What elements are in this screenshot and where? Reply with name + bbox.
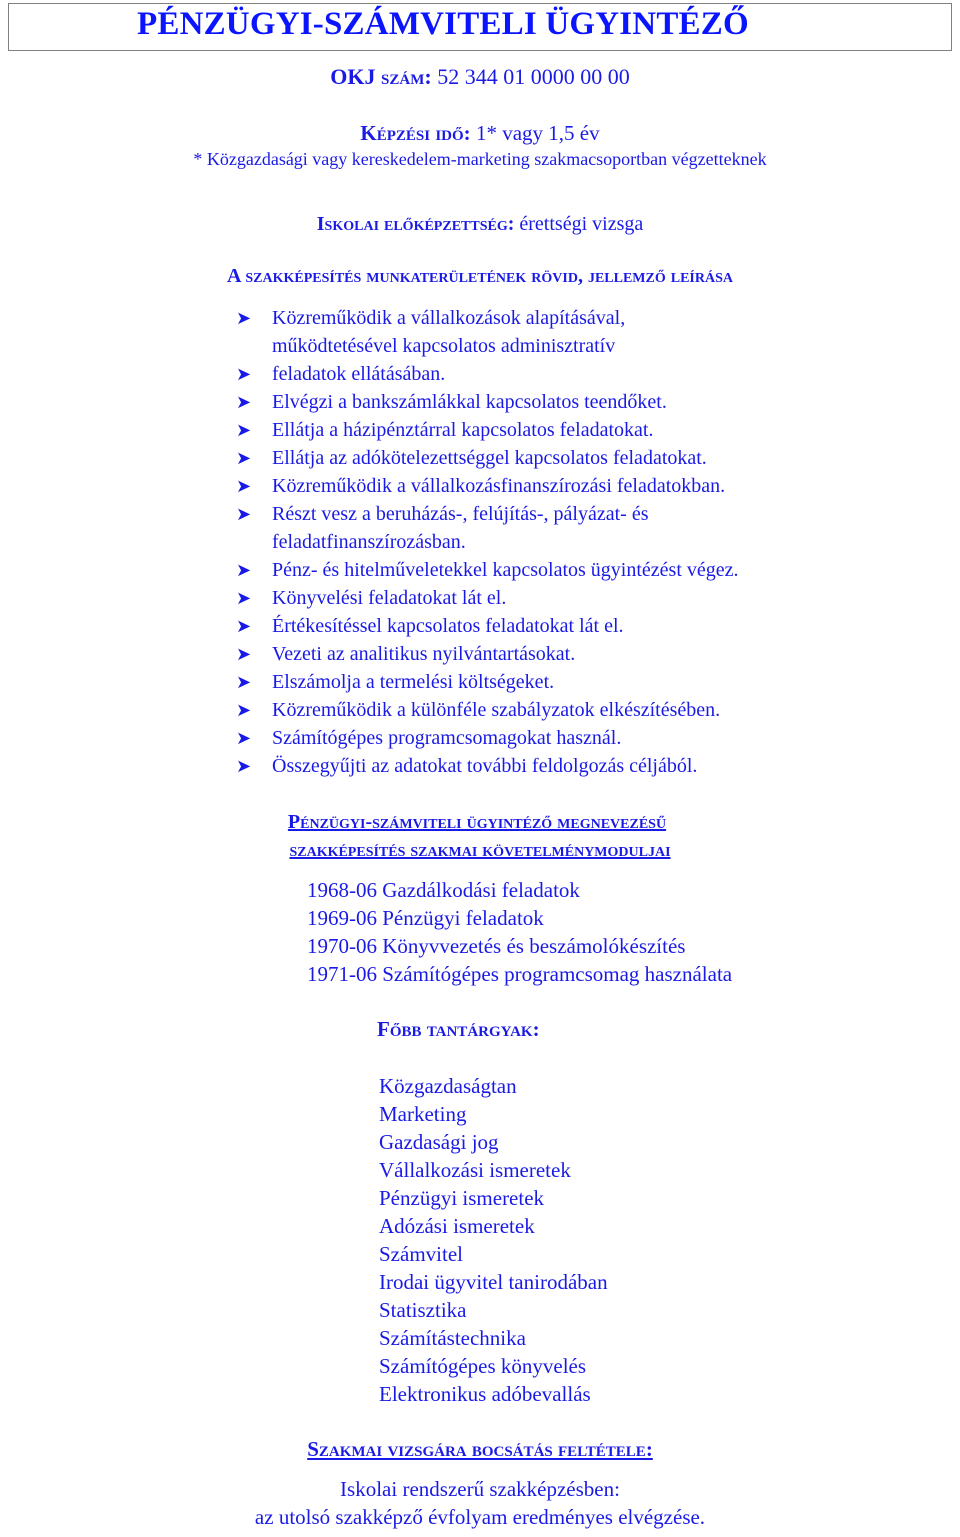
list-item — [236, 584, 892, 612]
iskolai-value: érettségi vizsga — [519, 213, 644, 235]
module-item: 1971-06 Számítógépes programcsomag használata — [307, 962, 733, 986]
kepzesi-ido-value: 1* vagy 1,5 év — [475, 121, 600, 145]
list-item-text: Elvégzi a bankszámlákkal kapcsolatos teendőket. — [272, 391, 667, 413]
okj-label: OKJ szám: — [330, 64, 432, 89]
modulok-list — [307, 876, 732, 988]
list-item — [236, 556, 892, 584]
list-item-text: Összegyűjti az adatokat további feldolgozás céljából. — [272, 755, 698, 777]
list-item-text: Ellátja a házipénztárral kapcsolatos feladatokat. — [272, 419, 654, 441]
kepzesi-ido-note: * Közgazdasági vagy kereskedelem-marketing szakmacsoportban végzetteknek — [193, 149, 767, 169]
iskolai-line — [0, 213, 960, 236]
arrow-bullet-icon: ➤ — [236, 588, 252, 608]
list-item-text: Könyvelési feladatokat lát el. — [272, 587, 507, 609]
kepzesi-ido-label: Képzési idő: — [360, 121, 471, 145]
okj-value: 52 344 01 0000 00 00 — [437, 64, 630, 89]
list-item — [236, 444, 892, 472]
list-item — [236, 500, 892, 556]
module-item: 1968-06 Gazdálkodási feladatok — [307, 878, 580, 902]
list-item-text: Részt vesz a beruházás-, felújítás-, pályázat- és feladatfinanszírozásban. — [272, 503, 649, 553]
list-item — [236, 304, 892, 360]
tantargyak-list — [379, 1072, 608, 1408]
list-item-text: Pénz- és hitelműveletekkel kapcsolatos ügyintézést végez. — [272, 559, 739, 581]
list-item-text: Közreműködik a vállalkozásfinanszírozási feladatokban. — [272, 475, 726, 497]
subject-item: Adózási ismeretek — [379, 1214, 535, 1238]
arrow-bullet-icon: ➤ — [236, 448, 252, 468]
arrow-bullet-icon: ➤ — [236, 756, 252, 776]
module-item: 1969-06 Pénzügyi feladatok — [307, 906, 544, 930]
subject-item: Irodai ügyvitel tanirodában — [379, 1270, 608, 1294]
arrow-bullet-icon: ➤ — [236, 364, 252, 384]
vizsga-line2: az utolsó szakképző évfolyam eredményes elvégzése. — [254, 1505, 706, 1529]
arrow-bullet-icon: ➤ — [236, 392, 252, 412]
arrow-bullet-icon: ➤ — [236, 476, 252, 496]
list-item-text: Közreműködik a vállalkozások alapításával, működtetésével kapcsolatos adminisztratív — [272, 307, 626, 357]
subject-item: Marketing — [379, 1102, 467, 1126]
arrow-bullet-icon: ➤ — [236, 728, 252, 748]
okj-line — [0, 64, 960, 90]
list-item — [236, 416, 892, 444]
leiras-list — [236, 304, 892, 780]
list-item-text: Vezeti az analitikus nyilvántartásokat. — [272, 643, 576, 665]
arrow-bullet-icon: ➤ — [236, 644, 252, 664]
arrow-bullet-icon: ➤ — [236, 420, 252, 440]
list-item — [236, 360, 892, 388]
list-item — [236, 752, 892, 780]
subject-item: Számítógépes könyvelés — [379, 1354, 587, 1378]
subject-item: Vállalkozási ismeretek — [379, 1158, 571, 1182]
subject-item: Számvitel — [379, 1242, 463, 1266]
arrow-bullet-icon: ➤ — [236, 308, 252, 328]
subject-item: Számítástechnika — [379, 1326, 526, 1350]
list-item — [236, 472, 892, 500]
arrow-bullet-icon: ➤ — [236, 560, 252, 580]
subject-item: Közgazdaságtan — [379, 1074, 517, 1098]
list-item-text: Közreműködik a különféle szabályzatok elkészítésében. — [272, 699, 721, 721]
list-item — [236, 668, 892, 696]
list-item — [236, 388, 892, 416]
subject-item: Pénzügyi ismeretek — [379, 1186, 545, 1210]
kepzesi-ido-line — [0, 121, 960, 146]
list-item-text: feladatok ellátásában. — [272, 363, 446, 385]
module-item: 1970-06 Könyvvezetés és beszámolókészítés — [307, 934, 686, 958]
arrow-bullet-icon: ➤ — [236, 700, 252, 720]
leiras-heading: A szakképesítés munkaterületének rövid, jellemző leírása — [227, 265, 733, 287]
vizsga-line1: Iskolai rendszerű szakképzésben: — [340, 1477, 620, 1501]
modulok-heading-line1: Pénzügyi-számviteli ügyintéző megnevezésű — [287, 811, 667, 833]
page-title: PÉNZÜGYI-SZÁMVITELI ÜGYINTÉZŐ — [137, 6, 749, 42]
arrow-bullet-icon: ➤ — [236, 672, 252, 692]
list-item-text: Számítógépes programcsomagokat használ. — [272, 727, 622, 749]
list-item-text: Értékesítéssel kapcsolatos feladatokat lát el. — [272, 615, 624, 637]
tantargyak-heading: Főbb tantárgyak: — [377, 1017, 540, 1041]
arrow-bullet-icon: ➤ — [236, 616, 252, 636]
subject-item: Gazdasági jog — [379, 1130, 499, 1154]
list-item-text: Ellátja az adókötelezettséggel kapcsolatos feladatokat. — [272, 447, 707, 469]
vizsga-heading: Szakmai vizsgára bocsátás feltétele: — [307, 1437, 653, 1461]
arrow-bullet-icon: ➤ — [236, 504, 252, 524]
list-item — [236, 696, 892, 724]
list-item — [236, 724, 892, 752]
iskolai-label: Iskolai előképzettség: — [316, 213, 515, 235]
subject-item: Statisztika — [379, 1298, 467, 1322]
list-item-text: Elszámolja a termelési költségeket. — [272, 671, 555, 693]
list-item — [236, 640, 892, 668]
list-item — [236, 612, 892, 640]
subject-item: Elektronikus adóbevallás — [379, 1382, 591, 1406]
modulok-heading-line2: szakképesítés szakmai követelménymoduljai — [289, 839, 671, 861]
